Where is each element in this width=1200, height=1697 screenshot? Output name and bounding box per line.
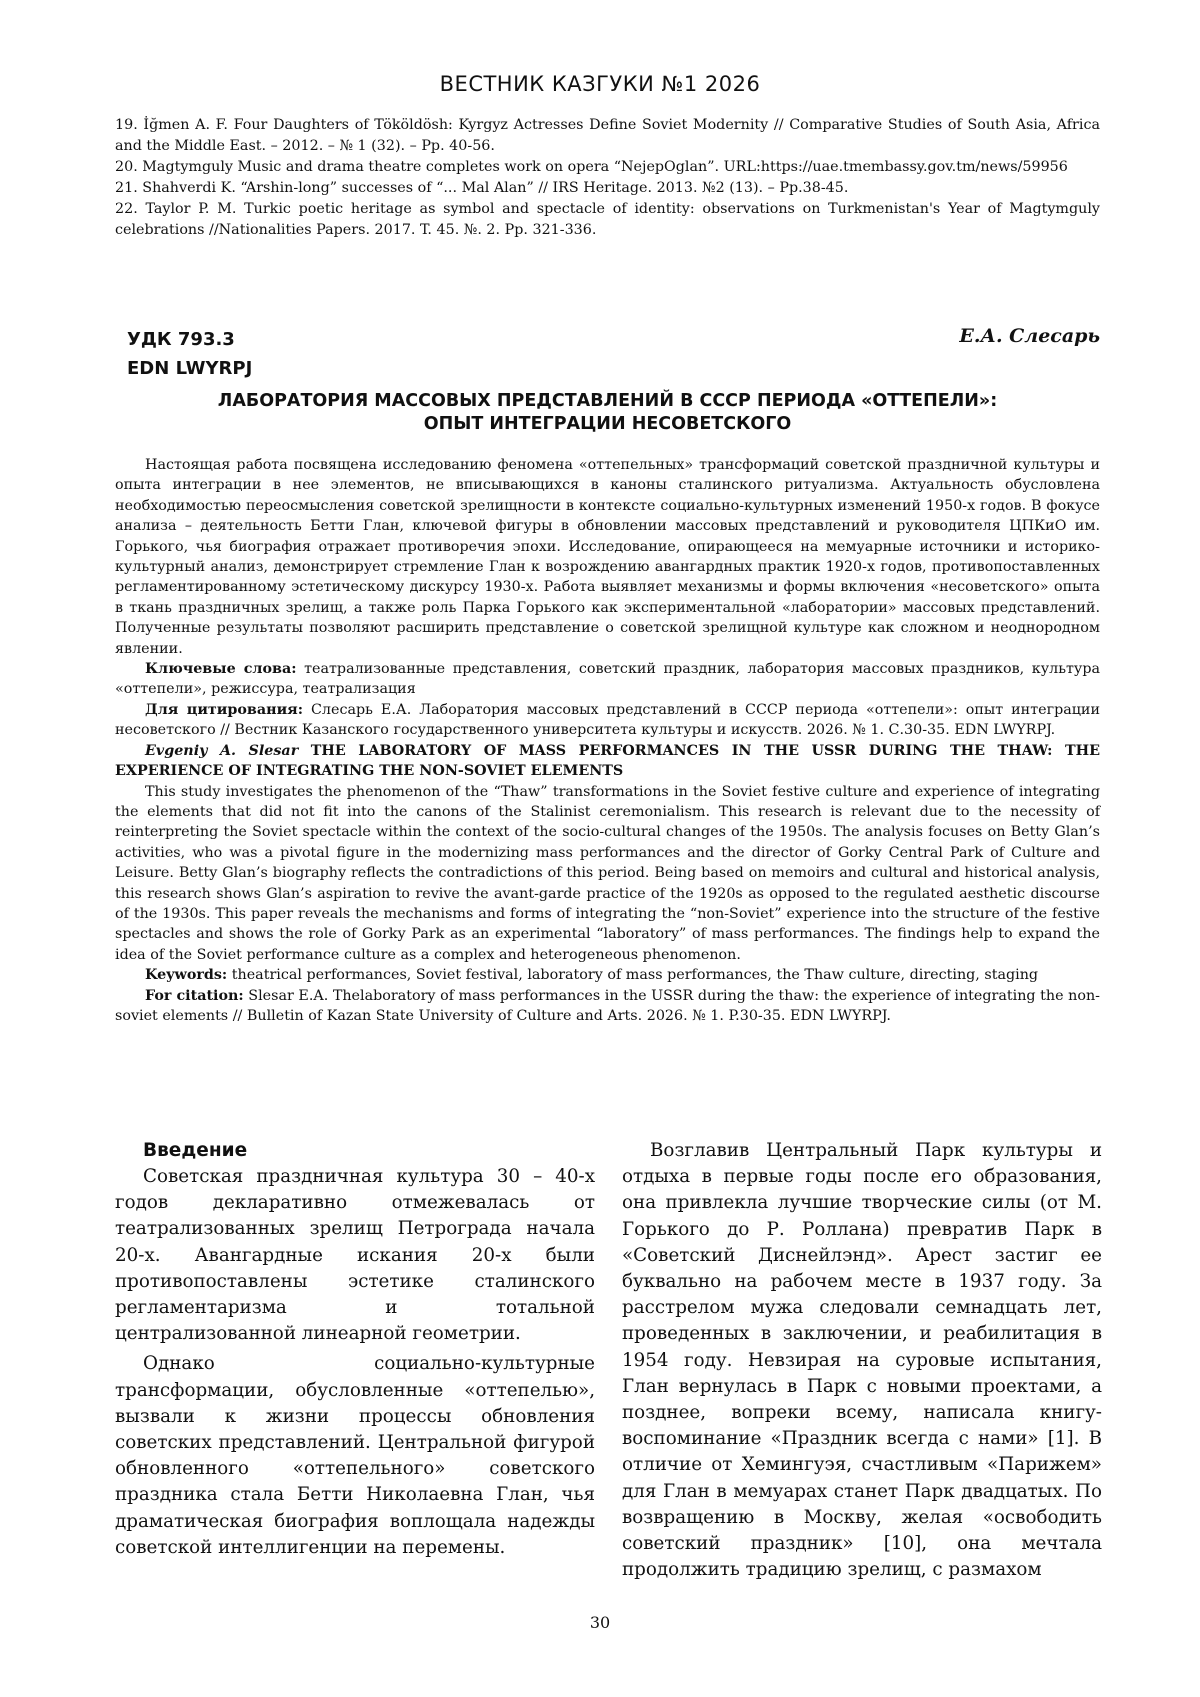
citation-ru-label: Для цитирования: xyxy=(145,701,304,718)
body-column-left xyxy=(115,1138,595,1565)
udk-code: УДК 793.3 xyxy=(127,329,235,350)
reference-item: 21. Shahverdi K. “Arshin-long” successes of “... Mal Alan” // IRS Heritage. 2013. №2 (13). – Pp.38-45. xyxy=(115,180,849,196)
author-name-en: Evgeniy A. Slesar xyxy=(145,742,299,759)
reference-list xyxy=(115,115,1100,241)
author-name-ru: Е.А. Слесарь xyxy=(959,325,1100,347)
edn-code: EDN LWYRPJ xyxy=(127,358,253,379)
article-codes xyxy=(127,325,252,383)
keywords-ru-label: Ключевые слова: xyxy=(145,661,297,678)
body-paragraph: Советская праздничная культура 30 – 40-х годов декларативно отмежевалась от театрализованных зрелищ Петрограда начала 20-х. Авангардные искания 20-х были противопоставлены эстетике сталинского регламентаризма и тотальной централизованной линеарной геометрии. xyxy=(115,1166,595,1345)
body-column-right xyxy=(622,1138,1102,1587)
title-line-1: ЛАБОРАТОРИЯ МАССОВЫХ ПРЕДСТАВЛЕНИЙ В СССР ПЕРИОДА «ОТТЕПЕЛИ»: xyxy=(217,391,998,411)
reference-item: 22. Taylor P. M. Turkic poetic heritage as symbol and spectacle of identity: observations on Turkmenistan's Year of Magtymguly celebrations //Nationalities Papers. 2017. T. 45. №. 2. Pp. 321-336. xyxy=(115,201,1100,238)
journal-header: ВЕСТНИК КАЗГУКИ №1 2026 xyxy=(439,72,761,96)
abstract-ru: Настоящая работа посвящена исследованию феномена «оттепельных» трансформаций советской праздничной культуры и опыта интеграции в нее элементов, не вписывающихся в каноны сталинского ритуализма. Актуальность обусловлена необходимостью переосмысления советской зрелищности в контексте социально-культурных изменений 1950-х годов. В фокусе анализа – деятельность Бетти Глан, ключевой фигуры в обновлении массовых представлений и руководителя ЦПКиО им. Горького, чья биография отражает противоречия эпохи. Исследование, опирающееся на мемуарные источники и историко-культурный анализ, демонстрирует стремление Глан к возрождению авангардных практик 1920-х годов, противопоставленных регламентированному эстетическому дискурсу 1930-х. Работа выявляет механизмы и формы включения «несоветского» опыта в ткань праздничных зрелищ, а также роль Парка Горького как экспериментальной «лаборатории» массовых представлений. Полученные результаты позволяют расширить представление о советской зрелищной культуре как сложном и неоднородном явлении. xyxy=(115,457,1100,657)
citation-ru xyxy=(115,700,1100,741)
citation-ru-text: Слесарь Е.А. Лаборатория массовых представлений в СССР периода «оттепели»: опыт интеграции несоветского // Вестник Казанского государственного университета культуры и искусств. 2026. № 1. С.30-35. EDN LWYRPJ. xyxy=(115,701,1100,739)
abstract-block xyxy=(115,455,1100,1026)
body-paragraph: Возглавив Центральный Парк культуры и отдыха в первые годы после его образования, она привлекла лучшие творческие силы (от М. Горького до Р. Роллана) превратив Парк в «Советский Диснейлэнд». Арест застиг ее буквально на рабочем месте в 1937 году. За расстрелом мужа следовали семнадцать лет, проведенных в заключении, и реабилитация в 1954 году. Невзирая на суровые испытания, Глан вернулась в Парк с новыми проектами, а позднее, вопреки всему, написала книгу-воспоминание «Праздник всегда с нами» [1]. В отличие от Хемингуэя, счастливым «Парижем» для Глан в мемуарах станет Парк двадцатых. По возвращению в Москву, желая «освободить советский праздник» [10], она мечтала продолжить традицию зрелищ, с размахом xyxy=(622,1140,1102,1581)
keywords-en-text: theatrical performances, Soviet festival, laboratory of mass performances, the Thaw culture, directing, staging xyxy=(227,967,1039,984)
keywords-en xyxy=(115,965,1100,985)
citation-en xyxy=(115,986,1100,1027)
title-en-text: THE LABORATORY OF MASS PERFORMANCES IN THE USSR DURING THE THAW: THE EXPERIENCE OF INTEGRATING THE NON-SOVIET ELEMENTS xyxy=(115,742,1100,780)
keywords-ru xyxy=(115,659,1100,700)
title-en xyxy=(115,741,1100,782)
citation-en-text: Slesar E.A. Thelaboratory of mass performances in the USSR during the thaw: the experience of integrating the non-soviet elements // Bulletin of Kazan State University of Culture and Arts. 2026. № 1. P.30-35. EDN LWYRPJ. xyxy=(115,987,1100,1024)
title-line-2: ОПЫТ ИНТЕГРАЦИИ НЕСОВЕТСКОГО xyxy=(423,414,792,434)
reference-item: 20. Magtymguly Music and drama theatre completes work on opera “NejepOglan”. URL:https://uae.tmembassy.gov.tm/news/59956 xyxy=(115,159,1068,175)
keywords-en-label: Keywords: xyxy=(145,967,228,984)
abstract-en: This study investigates the phenomenon of the “Thaw” transformations in the Soviet festive culture and experience of integrating the elements that did not fit into the canons of the Stalinist ceremonialism. This research is relevant due to the necessity of reinterpreting the Soviet spectacle within the context of the socio-cultural changes of the 1950s. The analysis focuses on Betty Glan’s activities, who was a pivotal figure in the modernizing mass performances and the director of Gorky Central Park of Culture and Leisure. Betty Glan’s biography reflects the contradictions of this period. Being based on memoirs and cultural and historical analysis, this research shows Glan’s aspiration to revive the avant-garde practice of the 1920s as opposed to the regulated aesthetic discourse of the 1930s. This paper reveals the mechanisms and forms of integrating the “non-Soviet” experience into the structure of the festive spectacles and shows the role of Gorky Park as an experimental “laboratory” of mass performances. The findings help to expand the idea of the Soviet performance culture as a complex and heterogeneous phenomenon. xyxy=(115,783,1100,963)
section-heading-intro: Введение xyxy=(143,1140,248,1161)
citation-en-label: For citation: xyxy=(145,987,244,1004)
page-number: 30 xyxy=(589,1613,611,1632)
article-title-ru xyxy=(115,390,1100,436)
keywords-ru-text: театрализованные представления, советский праздник, лаборатория массовых праздников, культура «оттепели», режиссура, театрализация xyxy=(115,661,1100,698)
reference-item: 19. İğmen A. F. Four Daughters of Tököldösh: Kyrgyz Actresses Define Soviet Modernity // Comparative Studies of South Asia, Africa and the Middle East. – 2012. – № 1 (32). – Pp. 40-56. xyxy=(115,117,1100,154)
body-paragraph: Однако социально-культурные трансформации, обусловленные «оттепелью», вызвали к жизни процессы обновления советских представлений. Центральной фигурой обновленного «оттепельного» советского праздника стала Бетти Николаевна Глан, чья драматическая биография воплощала надежды советской интеллигенции на перемены. xyxy=(115,1353,595,1558)
